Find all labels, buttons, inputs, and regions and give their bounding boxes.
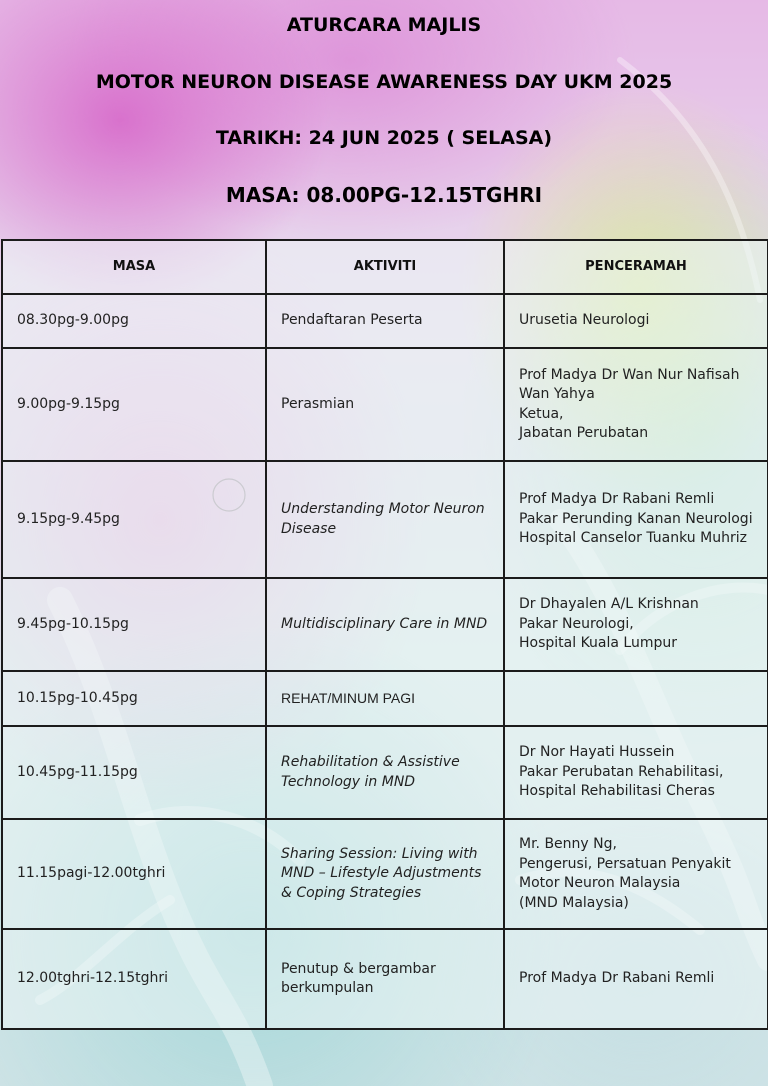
event-date: TARIKH: 24 JUN 2025 ( SELASA) (215, 127, 553, 149)
penceramah-line: Mr. Benny Ng, (519, 836, 617, 852)
penceramah-cell (504, 294, 768, 348)
penceramah-line: Dr Dhayalen A/L Krishnan (519, 596, 699, 613)
masa-cell: 9.45pg-10.15pg (2, 578, 266, 671)
penceramah-line: Ketua, (519, 405, 564, 422)
masa-cell: 10.45pg-11.15pg (2, 726, 266, 819)
penceramah-cell (504, 819, 768, 929)
penceramah-line: Dr Nor Hayati Hussein (519, 744, 675, 761)
event-time: MASA: 08.00PG-12.15TGHRI (225, 183, 543, 207)
program-title: ATURCARA MAJLIS (286, 14, 482, 36)
penceramah-line: Jabatan Perubatan (519, 425, 649, 441)
table-row (2, 671, 768, 726)
masa-cell: 08.30pg-9.00pg (2, 294, 266, 348)
penceramah-line: (MND Malaysia) (519, 894, 629, 911)
penceramah-cell (504, 726, 768, 819)
aktiviti-cell: Pendaftaran Peserta (266, 294, 504, 348)
masa-cell: 9.00pg-9.15pg (2, 348, 266, 461)
event-name: MOTOR NEURON DISEASE AWARENESS DAY UKM 2025 (95, 71, 673, 93)
program-header (0, 0, 768, 238)
masa-cell: 11.15pagi-12.00tghri (2, 819, 266, 929)
penceramah-cell (504, 671, 768, 726)
table-row (2, 819, 768, 929)
penceramah-line: Prof Madya Dr Wan Nur Nafisah Wan Yahya (519, 366, 740, 402)
penceramah-cell (504, 461, 768, 578)
aktiviti-cell: Understanding Motor Neuron Disease (266, 461, 504, 578)
penceramah-line: Hospital Canselor Tuanku Muhriz (519, 530, 747, 547)
penceramah-line: Pakar Neurologi, (519, 615, 634, 632)
table-row (2, 348, 768, 461)
penceramah-line: Prof Madya Dr Rabani Remli (519, 491, 715, 508)
table-row (2, 461, 768, 578)
penceramah-line: Hospital Kuala Lumpur (519, 635, 678, 652)
aktiviti-cell: Rehabilitation & Assistive Technology in MND (266, 726, 504, 819)
masa-cell: 12.00tghri-12.15tghri (2, 929, 266, 1029)
penceramah-cell (504, 348, 768, 461)
masa-cell: 10.15pg-10.45pg (2, 671, 266, 726)
aktiviti-cell: Sharing Session: Living with MND – Lifestyle Adjustments & Coping Strategies (266, 819, 504, 929)
column-header-aktiviti: AKTIVITI (266, 240, 504, 294)
aktiviti-cell: Perasmian (266, 348, 504, 461)
penceramah-cell (504, 578, 768, 671)
aktiviti-cell: Penutup & bergambar berkumpulan (266, 929, 504, 1029)
penceramah-line: Prof Madya Dr Rabani Remli (519, 970, 715, 987)
table-row (2, 294, 768, 348)
schedule-table (1, 239, 768, 1030)
table-header-row (2, 240, 768, 294)
column-header-penceramah: PENCERAMAH (504, 240, 768, 294)
penceramah-line: Pengerusi, Persatuan Penyakit Motor Neuron Malaysia (519, 855, 731, 891)
table-row (2, 726, 768, 819)
masa-cell: 9.15pg-9.45pg (2, 461, 266, 578)
penceramah-cell (504, 929, 768, 1029)
penceramah-line: Urusetia Neurologi (519, 312, 650, 329)
table-row (2, 929, 768, 1029)
aktiviti-cell: Multidisciplinary Care in MND (266, 578, 504, 671)
penceramah-line: Hospital Rehabilitasi Cheras (519, 783, 715, 800)
column-header-masa: MASA (2, 240, 266, 294)
penceramah-line: Pakar Perubatan Rehabilitasi, (519, 763, 724, 780)
aktiviti-cell: REHAT/MINUM PAGI (266, 671, 504, 726)
table-row (2, 578, 768, 671)
penceramah-line: Pakar Perunding Kanan Neurologi (519, 510, 753, 527)
